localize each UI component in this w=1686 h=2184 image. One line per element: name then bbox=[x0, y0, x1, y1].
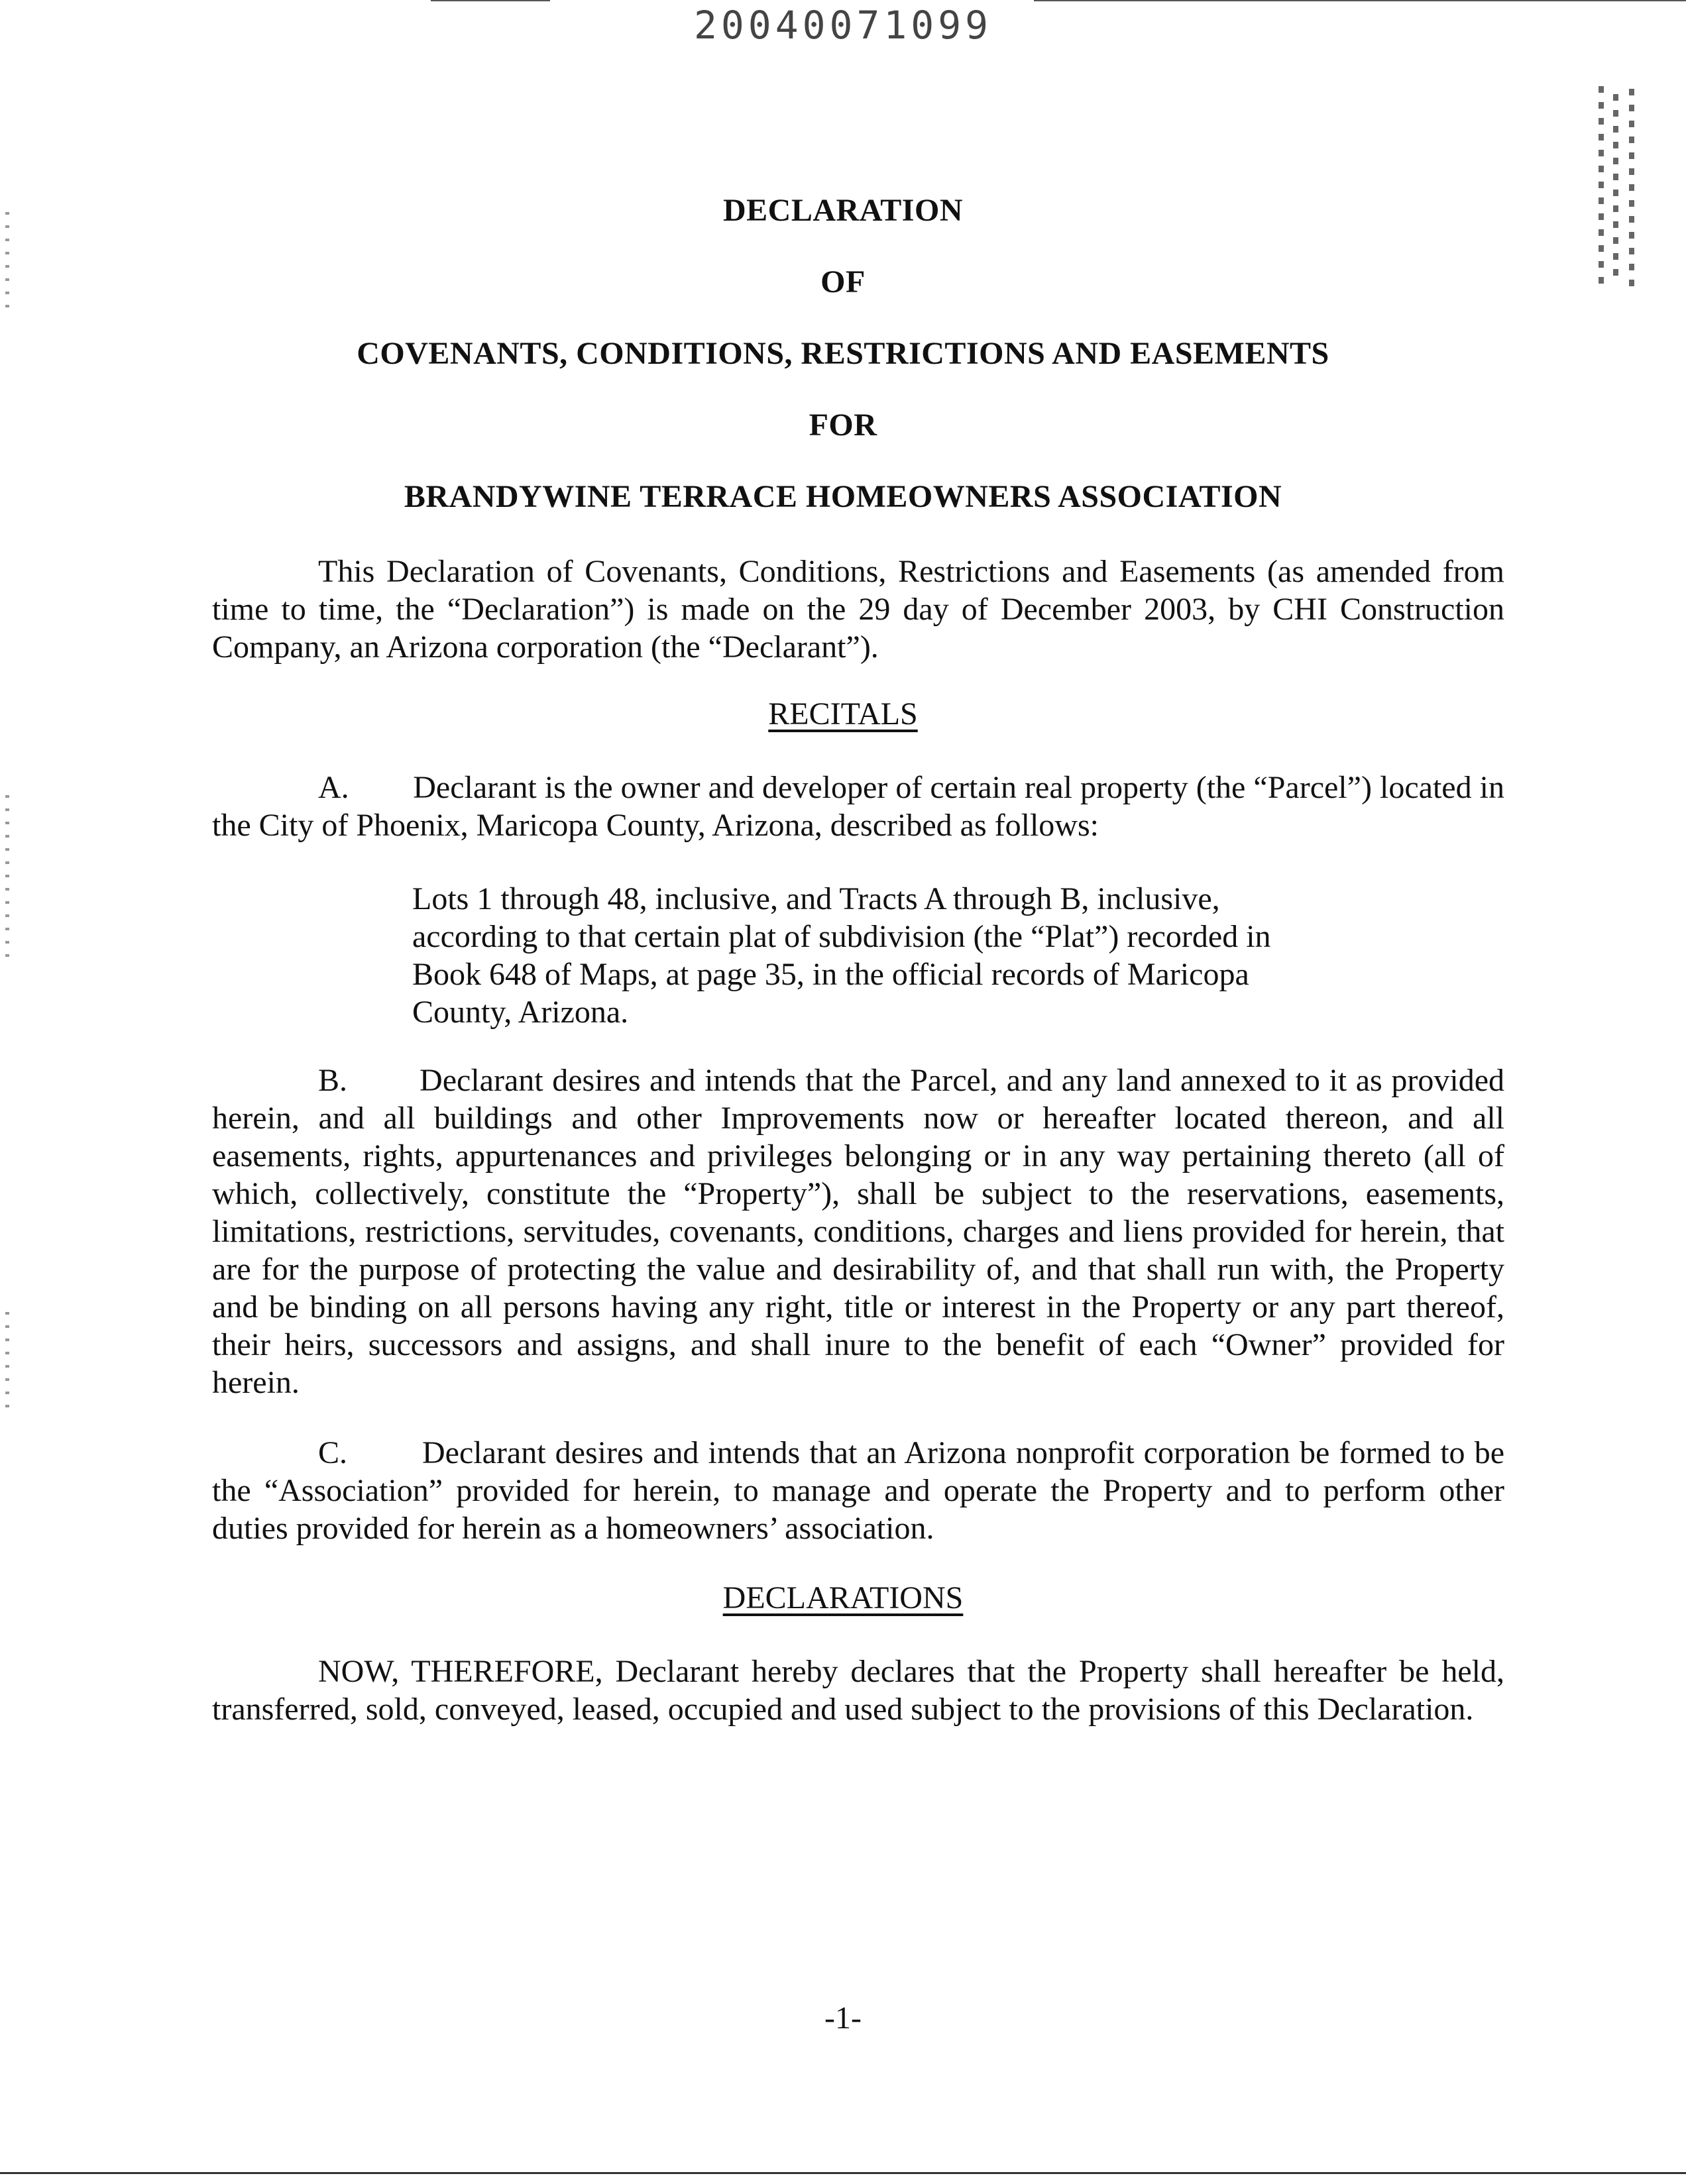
declarations-paragraph: NOW, THEREFORE, Declarant hereby declares that the Property shall hereafter be held, transferred, sold, conveyed, leased, occupied and used subject to the provisions of this Declaration. bbox=[212, 1654, 1504, 1727]
legal-description: Lots 1 through 48, inclusive, and Tracts A through B, inclusive, according to that certain plat of subdivision (the “Plat”) recorded in Book 648 of Maps, at page 35, in the official records of Maricopa County, Arizona. bbox=[412, 881, 1271, 1030]
title-line-for: FOR bbox=[809, 408, 877, 443]
scan-margin-marks bbox=[1599, 86, 1638, 285]
recitals-heading: RECITALS bbox=[768, 696, 918, 732]
title-line-covenants: COVENANTS, CONDITIONS, RESTRICTIONS AND EASEMENTS bbox=[357, 336, 1329, 371]
title-line-declaration: DECLARATION bbox=[723, 193, 963, 228]
declarations-heading: DECLARATIONS bbox=[722, 1580, 964, 1615]
recital-b: B. Declarant desires and intends that the Parcel, and any land annexed to it as provided herein, and all buildings and other Improvements now or hereafter located thereon, and all easements, rights, appurtenances and privileges belonging or in any way pertaining thereto (all of which, collectively, constitute the “Property”), shall be subject to the reservations, easements, limitations, restrictions, servitudes, covenants, conditions, charges and liens provided for herein, that are for the purpose of protecting the value and desirability of, and that shall run with, the Property and be binding on all persons having any right, title or interest in the Property or any part thereof, their heirs, successors and assigns, and shall inure to the benefit of each “Owner” provided for herein. bbox=[212, 1063, 1504, 1400]
recording-number: 20040071099 bbox=[693, 3, 993, 48]
title-line-association: BRANDYWINE TERRACE HOMEOWNERS ASSOCIATION bbox=[404, 479, 1282, 514]
bottom-scan-rule bbox=[0, 2172, 1686, 2174]
intro-paragraph: This Declaration of Covenants, Conditions, Restrictions and Easements (as amended from time to time, the “Declaration”) is made on the 29 day of December 2003, by CHI Construction Company, an Arizona corporation (the “Declarant”). bbox=[212, 554, 1504, 665]
scan-specks bbox=[5, 795, 9, 967]
scan-specks bbox=[5, 1312, 9, 1418]
page-number: -1- bbox=[824, 2000, 862, 2036]
title-line-of: OF bbox=[820, 264, 866, 300]
top-scan-rule bbox=[431, 0, 550, 1]
top-scan-rule bbox=[1034, 0, 1686, 1]
recital-a: A. Declarant is the owner and developer of certain real property (the “Parcel”) located in the City of Phoenix, Maricopa County, Arizona, described as follows: bbox=[212, 770, 1504, 843]
recital-c: C. Declarant desires and intends that an Arizona nonprofit corporation be formed to be the “Association” provided for herein, to manage and operate the Property and to perform other duties provided for herein as a homeowners’ association. bbox=[212, 1435, 1504, 1546]
